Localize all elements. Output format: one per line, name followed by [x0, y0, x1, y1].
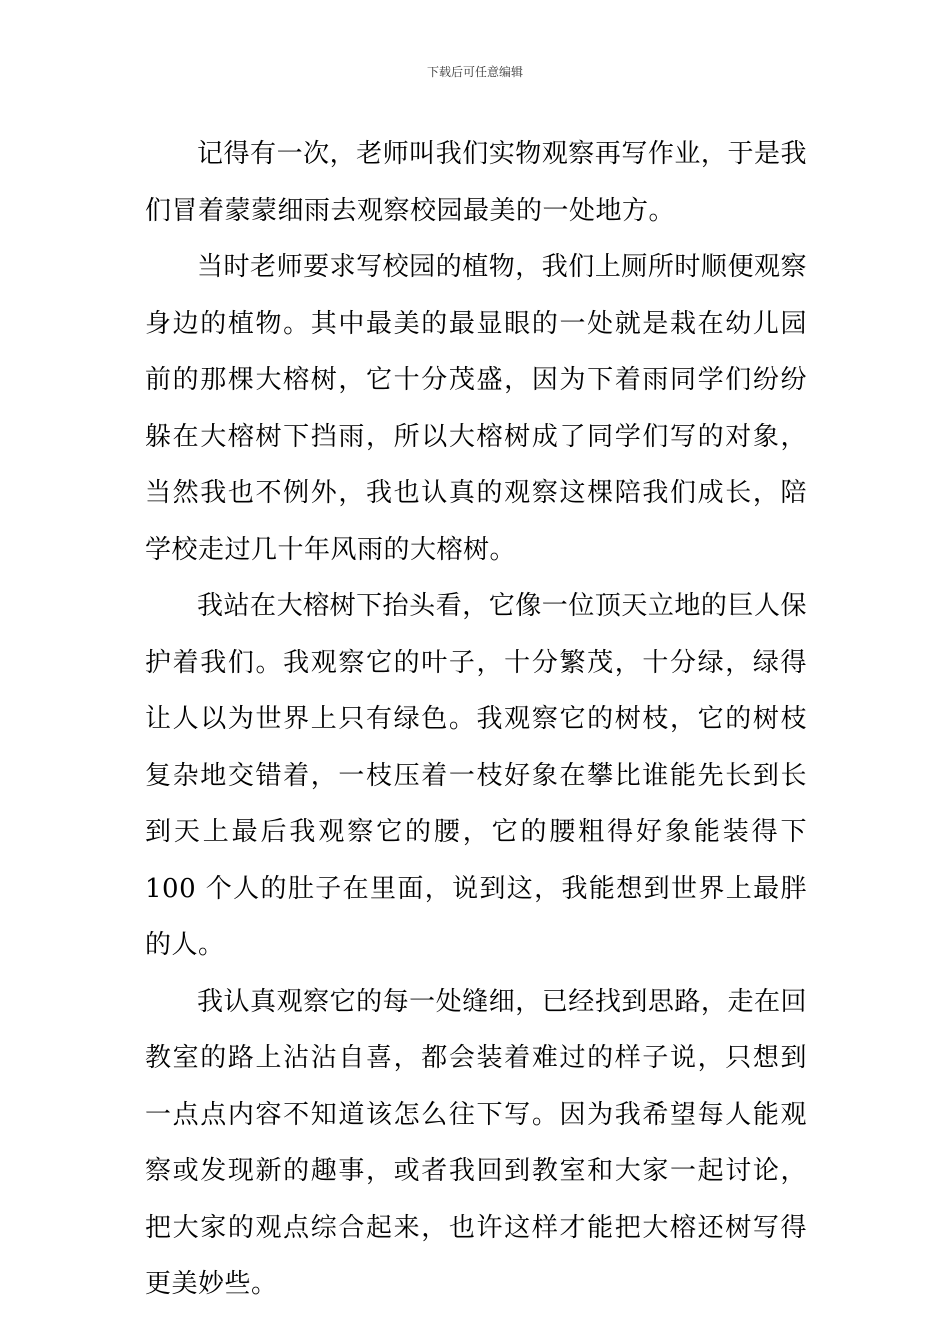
page-header: 下载后可任意编辑 — [426, 65, 523, 79]
paragraph-1: 记得有一次，老师叫我们实物观察再写作业，于是我们冒着蒙蒙细雨去观察校园最美的一处地方。 — [145, 139, 807, 226]
document-body — [145, 126, 807, 1313]
paragraph-2: 当时老师要求写校园的植物，我们上厕所时顺便观察身边的植物。其中最美的最显眼的一处就是栽在幼儿园前的那棵大榕树，它十分茂盛，因为下着雨同学们纷纷躲在大榕树下挡雨，所以大榕树成了同学们写的对象，当然我也不例外，我也认真的观察这棵陪我们成长，陪学校走过几十年风雨的大榕树。 — [145, 252, 807, 565]
paragraph-3: 我站在大榕树下抬头看，它像一位顶天立地的巨人保护着我们。我观察它的叶子，十分繁茂，十分绿，绿得让人以为世界上只有绿色。我观察它的树枝，它的树枝复杂地交错着，一枝压着一枝好象在攀比谁能先长到长到天上最后我观察它的腰，它的腰粗得好象能装得下 100 个人的肚子在里面，说到这，我能想到世界上最胖的人。 — [145, 591, 807, 960]
paragraph-4: 我认真观察它的每一处缝细，已经找到思路，走在回教室的路上沾沾自喜，都会装着难过的样子说，只想到一点点内容不知道该怎么往下写。因为我希望每人能观察或发现新的趣事，或者我回到教室和大家一起讨论，把大家的观点综合起来，也许这样才能把大榕还树写得更美妙些。 — [145, 986, 807, 1299]
